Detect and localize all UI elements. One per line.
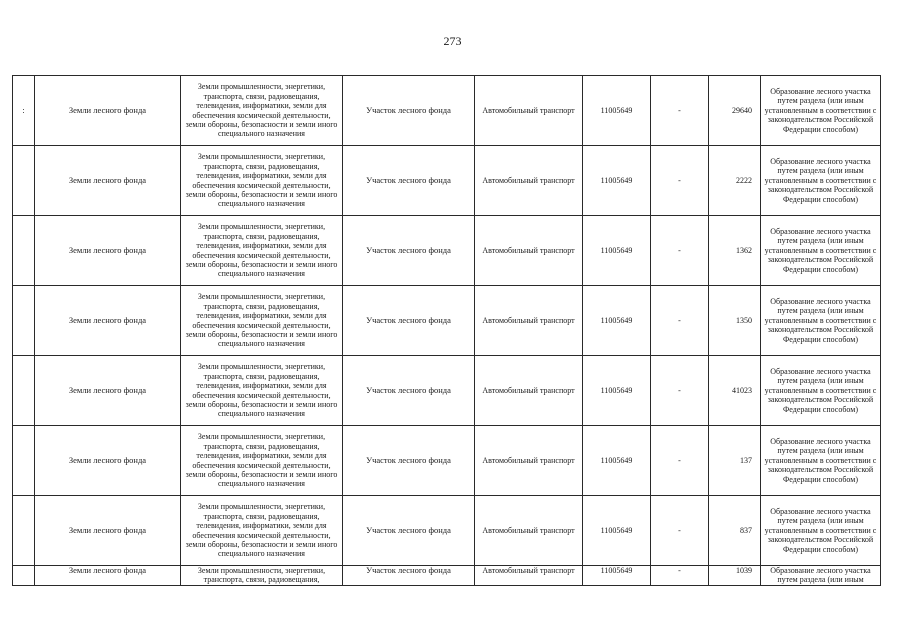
object-type-cell: Участок лесного фонда [343, 356, 475, 426]
purpose-cell: Автомобильный транспорт [475, 146, 583, 216]
row-marker [13, 496, 35, 566]
page-number: 273 [443, 34, 462, 48]
code-cell: 11005649 [583, 286, 651, 356]
code-cell: 11005649 [583, 426, 651, 496]
code-cell: 11005649 [583, 76, 651, 146]
area-cell: 41023 [709, 356, 761, 426]
dash-cell: - [651, 566, 709, 586]
dash-cell: - [651, 76, 709, 146]
land-plots-table [12, 75, 881, 586]
object-type-cell: Участок лесного фонда [343, 146, 475, 216]
purpose-cell: Автомобильный транспорт [475, 426, 583, 496]
object-type-cell: Участок лесного фонда [343, 76, 475, 146]
object-type-cell: Участок лесного фонда [343, 566, 475, 586]
area-cell: 2222 [709, 146, 761, 216]
table-row [13, 146, 881, 216]
dash-cell: - [651, 146, 709, 216]
land-category-cell: Земли лесного фонда [35, 216, 181, 286]
basis-cell: Образование лесного участка путем раздела (или иным [761, 566, 881, 586]
object-type-cell: Участок лесного фонда [343, 216, 475, 286]
row-marker [13, 146, 35, 216]
dash-cell: - [651, 356, 709, 426]
basis-cell: Образование лесного участка путем раздела (или иным установленным в соответствии с законодательством Российской Федерации способом) [761, 356, 881, 426]
row-marker: : [13, 76, 35, 146]
basis-cell: Образование лесного участка путем раздела (или иным установленным в соответствии с законодательством Российской Федерации способом) [761, 216, 881, 286]
basis-cell: Образование лесного участка путем раздела (или иным установленным в соответствии с законодательством Российской Федерации способом) [761, 426, 881, 496]
land-category-cell: Земли лесного фонда [35, 146, 181, 216]
purpose-cell: Автомобильный транспорт [475, 76, 583, 146]
table-row [13, 216, 881, 286]
code-cell: 11005649 [583, 356, 651, 426]
land-category-cell: Земли лесного фонда [35, 426, 181, 496]
basis-cell: Образование лесного участка путем раздела (или иным установленным в соответствии с законодательством Российской Федерации способом) [761, 286, 881, 356]
land-category-cell: Земли лесного фонда [35, 356, 181, 426]
permitted-use-cell: Земли промышленности, энергетики, транспорта, связи, радиовещания, телевидения, информатики, земли для обеспечения космической деятельности, земли обороны, безопасности и земли иного специального назначения [181, 496, 343, 566]
row-marker [13, 426, 35, 496]
permitted-use-cell: Земли промышленности, энергетики, транспорта, связи, радиовещания, телевидения, информатики, земли для обеспечения космической деятельности, земли обороны, безопасности и земли иного специального назначения [181, 216, 343, 286]
row-marker [13, 566, 35, 586]
object-type-cell: Участок лесного фонда [343, 286, 475, 356]
permitted-use-cell: Земли промышленности, энергетики, транспорта, связи, радиовещания, телевидения, информатики, земли для обеспечения космической деятельности, земли обороны, безопасности и земли иного специального назначения [181, 426, 343, 496]
area-cell: 137 [709, 426, 761, 496]
dash-cell: - [651, 216, 709, 286]
land-category-cell: Земли лесного фонда [35, 286, 181, 356]
land-category-cell: Земли лесного фонда [35, 76, 181, 146]
basis-cell: Образование лесного участка путем раздела (или иным установленным в соответствии с законодательством Российской Федерации способом) [761, 496, 881, 566]
land-category-cell: Земли лесного фонда [35, 566, 181, 586]
permitted-use-cell: Земли промышленности, энергетики, транспорта, связи, радиовещания, телевидения, информатики, земли для обеспечения космической деятельности, земли обороны, безопасности и земли иного специального назначения [181, 286, 343, 356]
dash-cell: - [651, 286, 709, 356]
table-row [13, 286, 881, 356]
code-cell: 11005649 [583, 146, 651, 216]
table-row [13, 426, 881, 496]
code-cell: 11005649 [583, 216, 651, 286]
dash-cell: - [651, 496, 709, 566]
basis-cell: Образование лесного участка путем раздела (или иным установленным в соответствии с законодательством Российской Федерации способом) [761, 76, 881, 146]
table-body [13, 76, 881, 586]
purpose-cell: Автомобильный транспорт [475, 356, 583, 426]
area-cell: 29640 [709, 76, 761, 146]
basis-cell: Образование лесного участка путем раздела (или иным установленным в соответствии с законодательством Российской Федерации способом) [761, 146, 881, 216]
purpose-cell: Автомобильный транспорт [475, 566, 583, 586]
permitted-use-cell: Земли промышленности, энергетики, транспорта, связи, радиовещания, телевидения, информатики, земли для обеспечения космической деятельности, земли обороны, безопасности и земли иного специального назначения [181, 356, 343, 426]
row-marker [13, 216, 35, 286]
table-row [13, 566, 881, 586]
table-row [13, 76, 881, 146]
permitted-use-cell: Земли промышленности, энергетики, транспорта, связи, радиовещания, [181, 566, 343, 586]
purpose-cell: Автомобильный транспорт [475, 216, 583, 286]
row-marker [13, 356, 35, 426]
area-cell: 837 [709, 496, 761, 566]
table-row [13, 356, 881, 426]
area-cell: 1362 [709, 216, 761, 286]
permitted-use-cell: Земли промышленности, энергетики, транспорта, связи, радиовещания, телевидения, информатики, земли для обеспечения космической деятельности, земли обороны, безопасности и земли иного специального назначения [181, 146, 343, 216]
object-type-cell: Участок лесного фонда [343, 426, 475, 496]
row-marker [13, 286, 35, 356]
dash-cell: - [651, 426, 709, 496]
land-category-cell: Земли лесного фонда [35, 496, 181, 566]
area-cell: 1039 [709, 566, 761, 586]
object-type-cell: Участок лесного фонда [343, 496, 475, 566]
area-cell: 1350 [709, 286, 761, 356]
purpose-cell: Автомобильный транспорт [475, 496, 583, 566]
code-cell: 11005649 [583, 566, 651, 586]
permitted-use-cell: Земли промышленности, энергетики, транспорта, связи, радиовещания, телевидения, информатики, земли для обеспечения космической деятельности, земли обороны, безопасности и земли иного специального назначения [181, 76, 343, 146]
table-row [13, 496, 881, 566]
purpose-cell: Автомобильный транспорт [475, 286, 583, 356]
code-cell: 11005649 [583, 496, 651, 566]
